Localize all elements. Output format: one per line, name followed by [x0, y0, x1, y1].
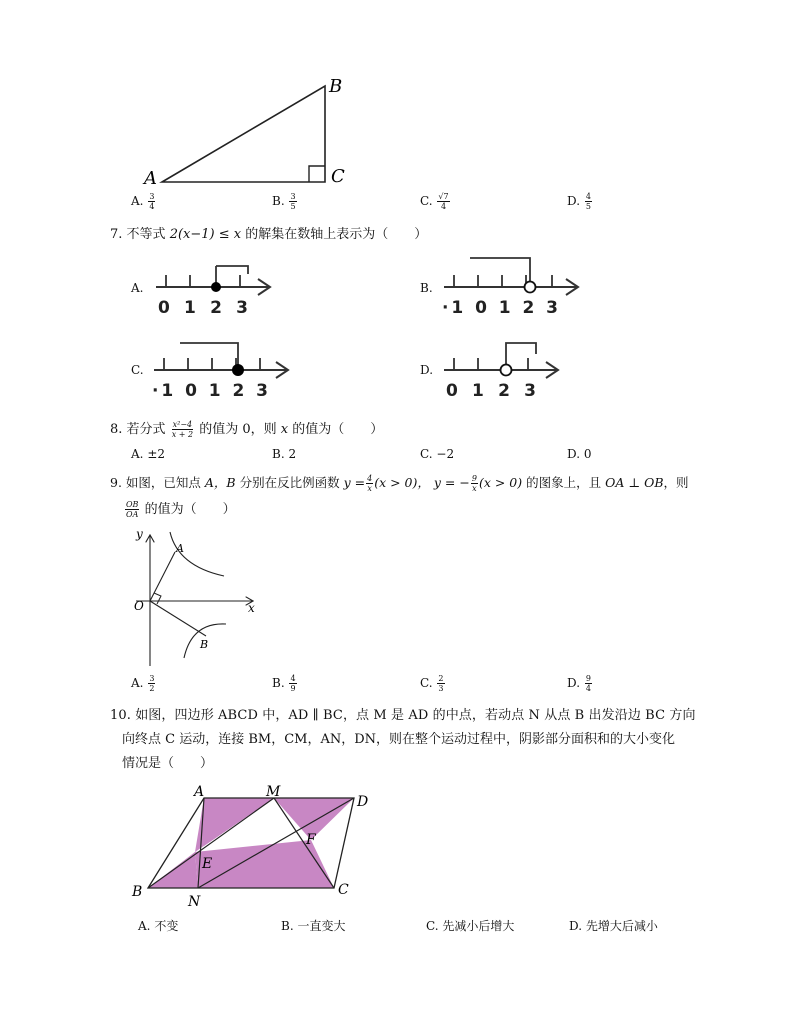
q7-inequality: 2(x−1) ≤ x [169, 227, 242, 242]
q9-graph-figure [126, 526, 266, 670]
point-f-label: F [306, 832, 316, 848]
vertex-b-label: B [329, 76, 343, 97]
right-angle-mark [309, 166, 325, 182]
numberline-ticks: ·1 0 1 2 3 [152, 381, 268, 400]
q10-option-a[interactable]: A. 不变 [138, 919, 179, 933]
q8-option-a[interactable]: A. ±2 [131, 447, 166, 461]
hollow-point [525, 282, 536, 293]
numberline-ticks: 0 1 2 3 [446, 381, 536, 400]
q10-stem-line1: 10. 如图，四边形 ABCD 中，AD ∥ BC，点 M 是 AD 的中点，若动点 N 从点 B 出发沿边 BC 方向 [110, 708, 696, 723]
vertex-b-label: B [132, 884, 143, 900]
q8-option-b[interactable]: B. 2 [272, 447, 297, 461]
option-letter: D. [567, 194, 581, 208]
q7-option-a-numberline[interactable] [150, 262, 280, 316]
q7-option-a-letter[interactable]: A. [131, 281, 144, 295]
point-a-label: A [176, 542, 184, 555]
q7-option-c-numberline[interactable] [150, 336, 298, 400]
vertex-a-label: A [194, 784, 205, 800]
q9-option-d[interactable]: D. $\frac{9}{4}$ [567, 674, 591, 693]
hollow-point [501, 365, 512, 376]
option-letter: B. [272, 194, 285, 208]
vertex-d-label: D [357, 794, 369, 810]
q10-stem-line3: 情况是（ ） [122, 756, 214, 771]
q8-option-c[interactable]: C. −2 [420, 447, 455, 461]
option-letter: A. [131, 194, 144, 208]
point-n-label: N [188, 894, 201, 910]
vertex-a-label: A [144, 168, 157, 189]
triangle-abc [162, 86, 325, 182]
q10-option-b[interactable]: B. 一直变大 [281, 919, 346, 933]
q9-option-c[interactable]: C. $\frac{2}{3}$ [420, 674, 444, 693]
vertex-c-label: C [338, 882, 349, 898]
point-e-label: E [202, 856, 213, 872]
origin-label: O [134, 599, 144, 613]
q8-stem: 8. 若分式 $\frac{\text{x²−4}}{x + 2}$ 的值为 0，则 x 的值为（ ） [110, 420, 384, 439]
q9-option-b[interactable]: B. $\frac{4}{9}$ [272, 674, 296, 693]
q9-stem-line1: 9. 如图，已知点 A，B 分别在反比例函数 y = $\frac{4}{x}$ (x > 0)， y = − $\frac{9}{x}$ (x > 0) 的图象上，且 OA ⊥ OB，则 [110, 474, 689, 493]
q8-option-d[interactable]: D. 0 [567, 447, 592, 461]
numberline-ticks: ·1 0 1 2 3 [442, 298, 558, 316]
q10-option-d[interactable]: D. 先增大后减小 [569, 919, 658, 933]
axis-y-label: y [136, 527, 143, 541]
q6-triangle-figure [140, 72, 360, 190]
q7-option-d-letter[interactable]: D. [420, 363, 434, 377]
q7-stem: 7. 不等式 2(x−1) ≤ x 的解集在数轴上表示为（ ） [110, 227, 428, 242]
option-letter: C. [420, 194, 433, 208]
segment-ob [150, 601, 206, 636]
vertex-c-label: C [331, 166, 345, 187]
q7-option-b-numberline[interactable] [440, 252, 588, 316]
q6-option-d[interactable] [567, 192, 593, 211]
q10-option-c[interactable]: C. 先减小后增大 [426, 919, 515, 933]
q6-option-a[interactable] [131, 192, 156, 211]
option-fraction: $\frac{3}{5}$ [290, 192, 296, 211]
point-m-label: M [266, 784, 281, 800]
right-angle-mark [154, 593, 161, 604]
point-b-label: B [200, 638, 209, 651]
q9-ratio: $\frac{OB}{OA}$ [126, 500, 139, 519]
q6-option-c[interactable] [420, 192, 451, 211]
segment-oa [150, 552, 175, 601]
q8-fraction: $\frac{\text{x²−4}}{x + 2}$ [171, 420, 194, 439]
q7-option-d-numberline[interactable] [440, 336, 570, 400]
option-fraction: $\frac{4}{5}$ [585, 192, 591, 211]
q7-option-c-letter[interactable]: C. [131, 363, 144, 377]
q7-option-b-letter[interactable]: B. [420, 281, 433, 295]
option-fraction: $\frac{3}{4}$ [149, 192, 155, 211]
q9-option-a[interactable]: A. $\frac{3}{2}$ [131, 674, 155, 693]
option-fraction: $\frac{√7}{4}$ [438, 192, 449, 211]
q10-quadrilateral-figure [126, 782, 376, 910]
q6-option-b[interactable] [272, 192, 298, 211]
numberline-ticks: 0 1 2 3 [158, 298, 248, 316]
q9-stem-line2: $\frac{OB}{OA}$ 的值为（ ） [126, 500, 236, 519]
q10-stem-line2: 向终点 C 运动，连接 BM，CM，AN，DN，则在整个运动过程中，阴影部分面积和的大小变化 [122, 732, 676, 747]
solid-point [232, 364, 244, 376]
solid-point [211, 282, 221, 292]
axis-x-label: x [248, 601, 255, 615]
